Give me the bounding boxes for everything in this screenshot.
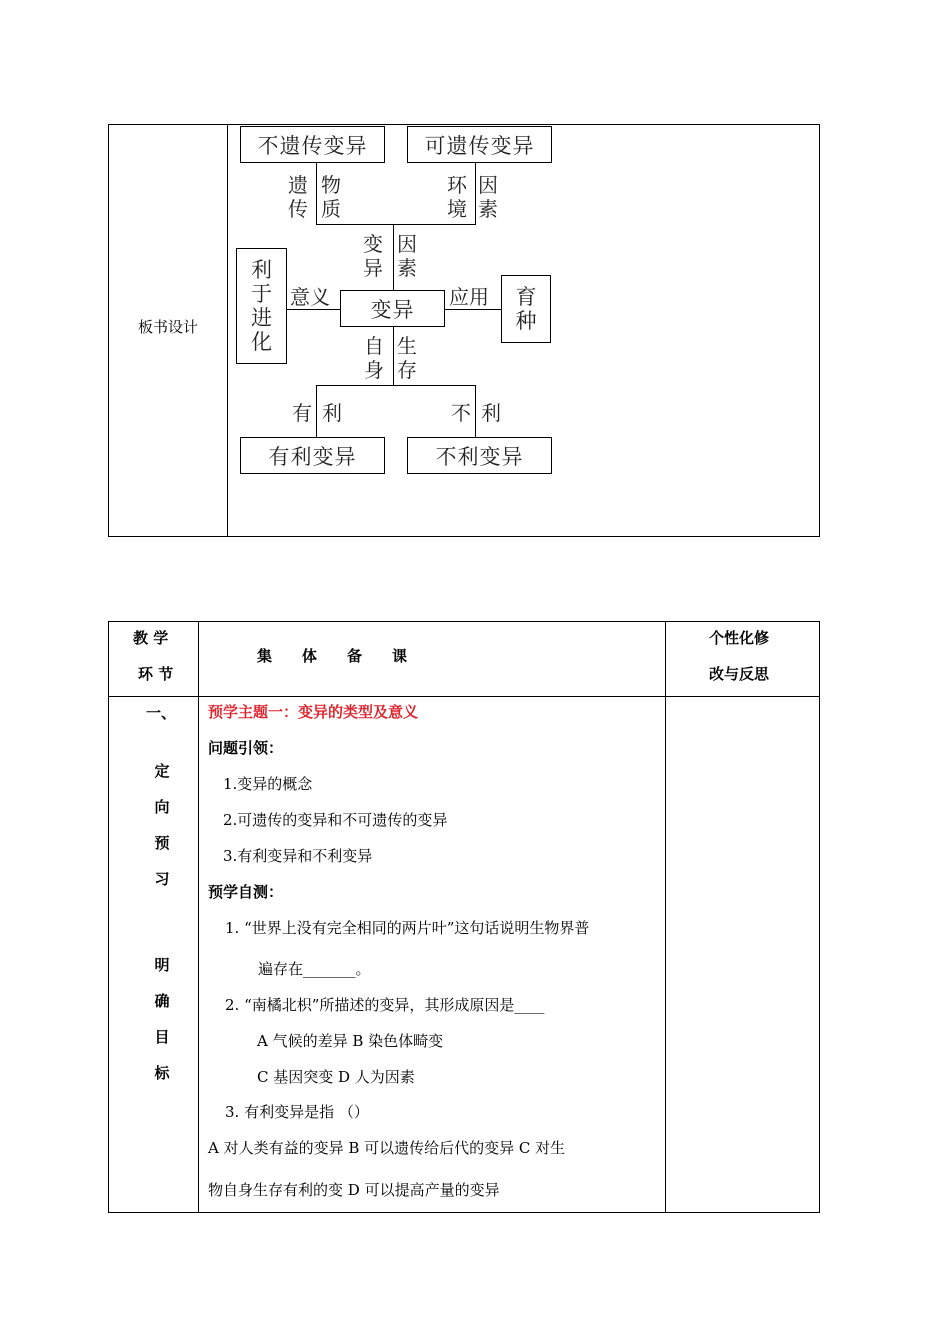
box-heritable: 可遗传变异 bbox=[407, 126, 552, 163]
q1-line2: 遍存在_______。 bbox=[258, 960, 371, 978]
label-you: 有 bbox=[292, 401, 312, 425]
char: 异 bbox=[363, 256, 383, 280]
char: 存 bbox=[397, 358, 417, 382]
char: 质 bbox=[321, 197, 341, 221]
char: 传 bbox=[288, 197, 308, 221]
topic-title: 预学主题一：变异的类型及意义 bbox=[208, 703, 419, 721]
header-stage-line2: 环 节 bbox=[138, 665, 174, 683]
board-design-label: 板书设计 bbox=[137, 318, 198, 336]
selftest-title: 预学自测： bbox=[208, 883, 284, 901]
lesson-plan-table bbox=[108, 621, 820, 1213]
char: 环 bbox=[447, 173, 467, 197]
column-divider bbox=[227, 125, 228, 536]
char: 于 bbox=[251, 282, 272, 306]
q2-options-1: A 气候的差异 B 染色体畸变 bbox=[257, 1032, 444, 1050]
char: 利 bbox=[251, 258, 272, 282]
header-reflection-line2: 改与反思 bbox=[709, 665, 770, 683]
stage-number: 一、 bbox=[146, 704, 177, 722]
stage-char: 预 bbox=[154, 834, 170, 852]
char: 素 bbox=[397, 256, 417, 280]
header-stage-line1: 教 学 bbox=[133, 629, 169, 647]
label-application: 应用 bbox=[449, 285, 489, 309]
stage-char: 习 bbox=[154, 870, 170, 888]
char: 因 bbox=[478, 173, 498, 197]
char: 变 bbox=[363, 232, 383, 256]
q2-options-2: C 基因突变 D 人为因素 bbox=[257, 1068, 415, 1086]
char: 自 bbox=[364, 334, 384, 358]
question-item: 2.可遗传的变异和不可遗传的变异 bbox=[223, 811, 448, 829]
label-meaning: 意义 bbox=[290, 285, 330, 309]
questions-title: 问题引领： bbox=[208, 739, 284, 757]
stage-char: 向 bbox=[154, 798, 170, 816]
char: 物 bbox=[321, 173, 341, 197]
label-li: 利 bbox=[322, 401, 342, 425]
q3: 3. 有利变异是指 （） bbox=[225, 1103, 369, 1121]
char: 境 bbox=[447, 197, 467, 221]
header-reflection-line1: 个性化修 bbox=[709, 629, 770, 647]
stage-char: 明 bbox=[154, 956, 170, 974]
stage-char: 确 bbox=[154, 992, 170, 1010]
q2: 2. “南橘北枳”所描述的变异，其形成原因是____ bbox=[225, 996, 545, 1014]
char: 种 bbox=[515, 309, 537, 333]
char: 身 bbox=[364, 358, 384, 382]
char: 遗 bbox=[288, 173, 308, 197]
question-item: 3.有利变异和不利变异 bbox=[223, 847, 373, 865]
box-variation: 变异 bbox=[340, 290, 445, 327]
stage-char: 目 bbox=[154, 1028, 170, 1046]
char: 进 bbox=[251, 306, 272, 330]
char: 素 bbox=[478, 197, 498, 221]
box-harmful: 不利变异 bbox=[407, 437, 552, 474]
box-beneficial: 有利变异 bbox=[240, 437, 385, 474]
board-design-table bbox=[108, 124, 820, 537]
label-bu: 不 bbox=[451, 401, 471, 425]
column-divider bbox=[198, 622, 199, 1212]
header-collective-prep: 集 体 备 课 bbox=[257, 647, 408, 665]
q3-options-2: 物自身生存有利的变 D 可以提高产量的变异 bbox=[208, 1181, 500, 1199]
stage-char: 标 bbox=[154, 1064, 170, 1082]
q1-line1: 1. “世界上没有完全相同的两片叶”这句话说明生物界普 bbox=[225, 919, 590, 937]
char: 化 bbox=[251, 330, 272, 354]
column-divider bbox=[665, 622, 666, 1212]
stage-char: 定 bbox=[154, 762, 170, 780]
char: 育 bbox=[515, 285, 537, 309]
char: 因 bbox=[397, 232, 417, 256]
box-non-heritable: 不遗传变异 bbox=[240, 126, 385, 163]
row-divider bbox=[109, 696, 819, 697]
label-li: 利 bbox=[481, 401, 501, 425]
q3-options-1: A 对人类有益的变异 B 可以遗传给后代的变异 C 对生 bbox=[208, 1139, 566, 1157]
question-item: 1.变异的概念 bbox=[223, 775, 313, 793]
char: 生 bbox=[397, 334, 417, 358]
